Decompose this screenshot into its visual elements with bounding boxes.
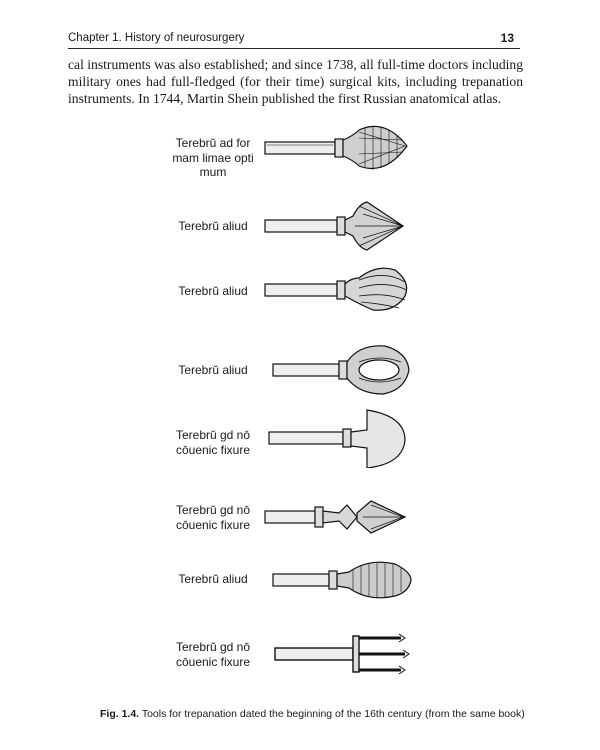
tool-label-line: cōuenic fixure — [175, 442, 251, 457]
tool-label-4 — [158, 363, 268, 378]
paragraph: cal instruments was also established; and since 1738, all full-time doctors including military ones had full-fledged (for their time) surgical kits, including trepanation instruments. In 1744, Martin Shein published the first Russian anatomical atlas. — [68, 57, 523, 106]
tool-label-8 — [158, 640, 268, 669]
figure-caption — [100, 708, 525, 720]
tool-label-1 — [158, 136, 268, 180]
spiral-ball-burr-icon — [255, 260, 425, 320]
caption-label: Fig. 1.4. — [100, 708, 140, 720]
tool-label-line: Terebrŭ aliud — [178, 363, 248, 377]
tool-label-7 — [158, 572, 268, 587]
chapter-title: Chapter 1. History of neurosurgery — [68, 32, 245, 44]
tool-label-line: Terebrŭ aliud — [178, 219, 248, 233]
tool-label-line: cōuenic fixure — [175, 654, 251, 669]
tool-label-line: cōuenic fixure — [175, 517, 251, 532]
hollow-lens-burr-icon — [255, 340, 425, 400]
tool-label-line: Terebrŭ aliud — [178, 284, 248, 298]
tool-label-line: mam limae opti — [172, 150, 254, 165]
tool-label-line: Terebrŭ gd nō — [175, 640, 251, 654]
page-number: 13 — [500, 31, 514, 45]
tool-label-line: Terebrŭ ad for — [175, 136, 251, 150]
tool-label-2 — [158, 219, 268, 234]
ovoid-file-burr-icon — [255, 550, 425, 610]
tool-label-3 — [158, 284, 268, 299]
tool-label-line: Terebrŭ aliud — [178, 572, 248, 586]
trident-fork-icon — [255, 624, 425, 684]
semicircular-blade-burr-icon — [255, 408, 425, 468]
tool-label-line: Terebrŭ gd nō — [175, 428, 251, 442]
fluted-cone-burr-icon — [255, 196, 425, 256]
tool-label-line: mum — [199, 165, 227, 179]
conical-file-burr-icon — [255, 118, 425, 178]
tool-label-line: Terebrŭ gd nō — [175, 503, 251, 517]
pointed-lance-burr-icon — [255, 487, 425, 547]
tool-label-5 — [158, 428, 268, 457]
tool-label-6 — [158, 503, 268, 532]
caption-text: Tools for trepanation dated the beginning of the 16th century (from the same book) — [141, 708, 525, 720]
